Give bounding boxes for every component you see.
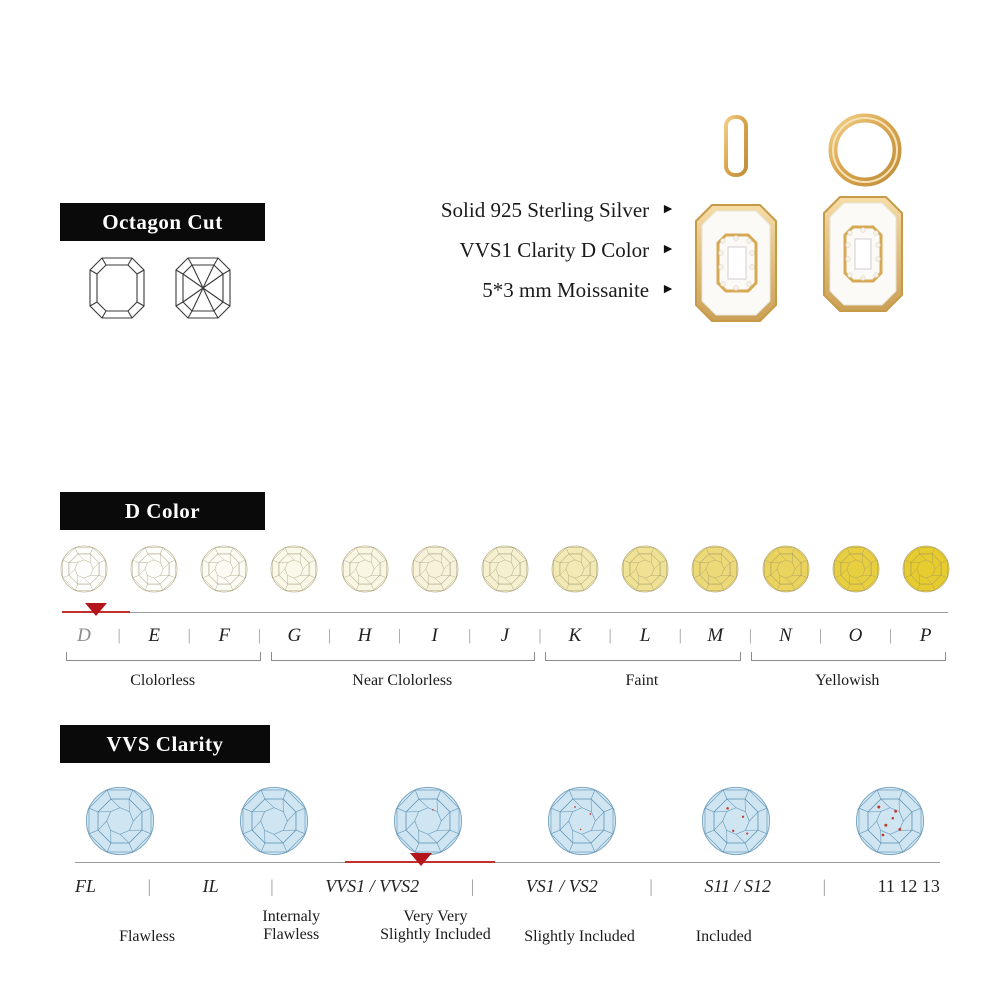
color-gem-d-icon bbox=[60, 545, 108, 593]
clarity-separator: | bbox=[147, 876, 152, 896]
color-gem-i-icon bbox=[411, 545, 459, 593]
left-earring bbox=[696, 117, 776, 321]
clarity-gem-5 bbox=[855, 786, 925, 856]
color-grade-i: I bbox=[431, 625, 438, 646]
clarity-selection-marker bbox=[410, 853, 432, 866]
clarity-grade-2: VVS1 / VVS2 bbox=[325, 876, 420, 896]
clarity-gem-2 bbox=[393, 786, 463, 856]
clarity-gem-3 bbox=[547, 786, 617, 856]
clarity-description-3: Slightly Included bbox=[524, 928, 635, 945]
clarity-separator: | bbox=[822, 876, 827, 896]
grade-separator: | bbox=[398, 627, 402, 644]
clarity-grade-5: 11 12 13 bbox=[877, 876, 940, 896]
clarity-description-1: Internaly Flawless bbox=[262, 908, 321, 943]
color-gem-e-icon bbox=[130, 545, 178, 593]
grade-separator: | bbox=[257, 627, 261, 644]
arrow-right-icon: ► bbox=[661, 282, 675, 297]
right-earring bbox=[824, 118, 902, 311]
spec-label: Solid 925 Sterling Silver bbox=[440, 198, 650, 222]
clarity-description-0: Flawless bbox=[119, 928, 176, 945]
color-grade-l: L bbox=[639, 625, 651, 646]
grade-separator: | bbox=[818, 627, 823, 644]
color-group-label: Faint bbox=[625, 672, 659, 689]
color-group-label: Near Clolorless bbox=[352, 672, 453, 689]
color-gem-l-icon bbox=[621, 545, 669, 593]
grade-separator: | bbox=[468, 627, 472, 644]
clarity-gem-row bbox=[85, 786, 925, 856]
octagon-cut-diagrams bbox=[88, 253, 248, 323]
clarity-description-2: Very Very Slightly Included bbox=[380, 908, 491, 943]
product-photo bbox=[690, 105, 960, 370]
color-grade-p: P bbox=[919, 625, 932, 646]
octagon-top-view-icon bbox=[176, 258, 230, 318]
color-grade-j: J bbox=[500, 625, 510, 646]
grade-separator: | bbox=[117, 627, 121, 644]
grade-separator: | bbox=[889, 627, 893, 644]
color-gem-h-icon bbox=[341, 545, 389, 593]
grade-separator: | bbox=[608, 627, 612, 644]
octagon-cut-banner: Octagon Cut bbox=[60, 203, 265, 241]
octagon-outline-icon bbox=[90, 258, 144, 318]
grade-separator: | bbox=[748, 627, 752, 644]
clarity-grade-1: IL bbox=[202, 876, 219, 896]
color-selection-marker bbox=[85, 603, 107, 616]
grade-separator: | bbox=[678, 627, 682, 644]
color-gem-n-icon bbox=[762, 545, 810, 593]
spec-label: VVS1 Clarity D Color bbox=[459, 238, 650, 262]
clarity-separator: | bbox=[470, 876, 475, 896]
vvs-clarity-banner: VVS Clarity bbox=[60, 725, 270, 763]
color-gem-f-icon bbox=[200, 545, 248, 593]
spec-item bbox=[355, 236, 675, 264]
spec-item bbox=[355, 196, 675, 224]
clarity-scale-line bbox=[75, 862, 940, 863]
color-scale-line bbox=[62, 612, 948, 613]
grade-separator: | bbox=[327, 627, 332, 644]
grade-separator: | bbox=[538, 627, 542, 644]
color-grade-f: F bbox=[218, 625, 231, 646]
arrow-right-icon: ► bbox=[661, 242, 675, 257]
product-spec-list bbox=[355, 196, 675, 316]
clarity-separator: | bbox=[649, 876, 653, 896]
grade-separator: | bbox=[187, 627, 191, 644]
clarity-grade-3: VS1 / VS2 bbox=[525, 876, 598, 896]
clarity-description-4: Included bbox=[695, 928, 752, 945]
color-group-label: Yellowish bbox=[815, 672, 880, 689]
color-group-bracket bbox=[271, 652, 535, 661]
color-gem-g-icon bbox=[270, 545, 318, 593]
arrow-right-icon: ► bbox=[661, 202, 675, 217]
clarity-grade-4: S11 / S12 bbox=[704, 876, 771, 896]
color-grade-k: K bbox=[568, 625, 582, 646]
color-group-bracket bbox=[545, 652, 740, 661]
spec-item bbox=[355, 276, 675, 304]
color-group-label: Clolorless bbox=[130, 672, 196, 689]
color-grade-m: M bbox=[707, 625, 724, 646]
color-gem-row bbox=[60, 545, 950, 593]
color-grade-d: D bbox=[77, 625, 91, 646]
clarity-gem-1 bbox=[239, 786, 309, 856]
clarity-gem-4 bbox=[701, 786, 771, 856]
d-color-banner: D Color bbox=[60, 492, 265, 530]
color-gem-p-icon bbox=[902, 545, 950, 593]
color-grade-e: E bbox=[148, 625, 160, 646]
color-grade-n: N bbox=[779, 625, 792, 646]
clarity-grade-0: FL bbox=[75, 876, 97, 896]
color-gem-k-icon bbox=[551, 545, 599, 593]
color-group-bracket bbox=[66, 652, 261, 661]
spec-label: 5*3 mm Moissanite bbox=[482, 278, 650, 302]
clarity-separator: | bbox=[270, 876, 274, 896]
color-group-bracket bbox=[751, 652, 946, 661]
color-gem-o-icon bbox=[832, 545, 880, 593]
color-grade-g: G bbox=[287, 625, 302, 646]
color-grade-row bbox=[60, 625, 950, 647]
color-gem-m-icon bbox=[691, 545, 739, 593]
color-grade-h: H bbox=[357, 625, 372, 646]
color-gem-j-icon bbox=[481, 545, 529, 593]
clarity-gem-0 bbox=[85, 786, 155, 856]
clarity-grade-row bbox=[75, 876, 940, 897]
color-grade-o: O bbox=[848, 625, 863, 646]
